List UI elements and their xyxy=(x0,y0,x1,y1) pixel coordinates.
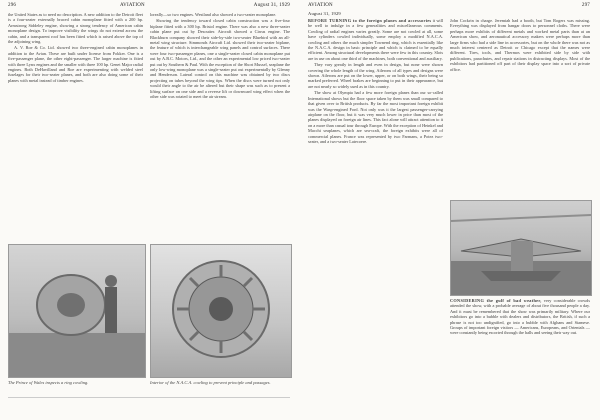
caption-photo-1: The Prince of Wales inspects a ring cowling. xyxy=(8,380,89,385)
divider xyxy=(8,397,290,398)
paragraph: Showing the tendency toward closed cabin construction was a five-four biplane fitted with a 300 hp. Bristol engine. There was also a new three-seater cabin plane put out by Desoutter. Aircraft showed a Cirrus engine. The Blackburn company showed their side-by-side two-seater Bluebird with an all-metal wing structure. Simmonds Aircraft Ltd. showed their two-seater biplane, the feature of which is interchangeable wing panels and control surfaces. There were four two-passenger planes, one a single-seater closed cabin monoplane put out by A.B.C. Motors, Ltd., and the other an experimental low priced two-seater put out by Southern & Paul. With the exception of the Short Mussel, seaplane the only low-wing monoplane was a single-seater put out experimentally by Glenny and Henderson. Lateral control on this machine was obtained by two discs projecting on tubes beyond the wing tips. When the discs were turned not only would their angle to the air be altered but their shape was such as to present a lifting surface on one side and a reverse lift or downward wing effect when the other side was rotated to meet the air stream. xyxy=(150,18,290,100)
left-date: August 31, 1929 xyxy=(253,3,290,8)
right-column-2-bottom xyxy=(450,298,590,414)
paragraph: very considerable crowds attended the show, with a probable average of about five thousand people a day. And it must be remembered that the show was primarily military. Where our exhibitors go into a bubble with dealers and distributors, the British, if such a phrase is not too undignified, go into a bubble with Afghans and Siamese. Groups of important foreign visitors — Americans, Europeans, and Orientals — were constantly being escorted through the halls and seeing their way out. xyxy=(450,298,590,336)
right-page xyxy=(300,0,600,420)
paragraph: the United States as to need no description. A new addition to the Detroit fleet is a four-seater externally braced cabin monoplane fitted with a 200 hp. Armstrong Siddeley engine, showing a strong tendency of American cabin monoplane design. To improve visibility the wings do not extend across the cabin, and a transparent roof has been fitted which is raised above the top of the adjoining wing. xyxy=(8,12,143,45)
section-lead: BEFORE TURNING to the foreign planes and accessories xyxy=(308,18,432,23)
right-date: August 31, 1929 xyxy=(308,11,341,16)
right-column-2-top xyxy=(450,18,590,196)
paragraph: John Cockrin in charge. Jeremiah had a booth, but Tom Rogers was missing. Everything was displayed from hangar doors to personnel cloths. There were perhaps more exhibits of different metals and worked metal parts than at an American show, and aeronautical accessory makers were perhaps more than large firms who had a side line in accessories, but on the whole there was not as much interest centered as Detroit or Chicago except that the names were different. Tires, tools, and Thermos were exhibited side by side with publications, parachutes, and repair stations in distracting displays. Most of the exhibitors had partitioned off part of their display space into a sort of private office. xyxy=(450,18,590,72)
paragraph: loreally—so two engines. Westland also showed a two-seater monoplane. xyxy=(150,12,277,17)
left-column-2 xyxy=(150,12,290,240)
section-lead: CONSIDERING the gulf of bad weather, xyxy=(450,298,542,303)
photo-naca-cowling xyxy=(150,244,292,378)
paragraph: it will be well to indulge in a few generalities and miscellaneous comments. Cowling of radial engines varies greatly. Some are not cowled at all, some have cylinders cowled individually, some employ a modified N.A.C.A. cowling and others the much simpler Townend ring, which is essentially like the N.A.C.A. design in basic principle and which is claimed to be equally efficient. Among structural developments there were few in this country. Slots are in use on about one third of the machines, both conventional and auxiliary. xyxy=(308,18,443,61)
paragraph: A. V. Roe & Co. Ltd. showed two three-engined cabin monoplanes in addition to the Avian. These are built under license from Fokker. One is a five-passenger plane, the other eight-passenger. The larger machine is fitted with three Lynx engines and the smaller with three 100 hp. Genet Major radial engines. Both DeHavilland and Roe are experimenting with welded steel fuselages for their two-seater planes, and both are also doing some of their planes with metal instead of timber engines. xyxy=(8,45,143,83)
left-column-1 xyxy=(8,12,143,240)
right-column-1 xyxy=(308,18,443,414)
caption-photo-2: Interior of the N.A.C.A. cowling to prevent principle and passages. xyxy=(150,380,271,385)
photo-exhibition-hall xyxy=(450,200,592,296)
left-masthead: AVIATION xyxy=(120,3,145,8)
paragraph: The show at Olympia had a few more foreign planes than our so-called International shows but the floor space taken by them was small compared to that given over to British products. By far the most important foreign exhibit was the Wasp-engined Ford. Not only was it the largest passenger-carrying airplane on the floor, but it was very much lower in price than most of the planes displayed on foreign air lines. This fact alone will attract attention to it on a more than casual tour through Europe. With the exception of Heinkel and Macchi seaplanes, which are sea-craft, the foreign exhibits were all of commercial planes. France was represented by two Farmans, a Potez two-seater, and a two-seater Latecoere. xyxy=(308,90,443,144)
right-masthead: AVIATION xyxy=(308,3,333,8)
left-page-number: 296 xyxy=(8,3,17,8)
photo-prince-of-wales xyxy=(8,244,146,378)
right-page-number: 297 xyxy=(581,3,590,8)
paragraph: They vary greatly in length and even in design, but none were shown covering the whole length of the wing. Ailerons of all types and designs were shown. Ailerons are put on the lower, upper, or on both wings, their being so marked preferred. Wheel brakes are beginning to put in their appearance, but are not nearly so widely used as in this country. xyxy=(308,62,443,89)
